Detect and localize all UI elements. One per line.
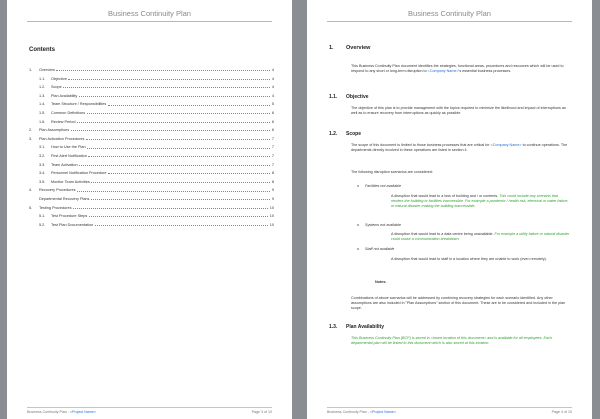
toc-entry-label: Team Activation bbox=[51, 162, 78, 167]
toc-entry-label: First Alert Notification bbox=[51, 153, 87, 158]
overview-text: This Business Continuity Plan document identifies the strategies, functional areas, procedures and resources which will be used to respond to any short or long-term disruption to bbox=[351, 64, 564, 73]
toc-leader-dots bbox=[91, 199, 270, 200]
page-toc bbox=[7, 0, 292, 419]
toc-entry-label: Objective bbox=[51, 76, 67, 81]
scope-text: The scope of this document is limited to those business processes that are critical for bbox=[351, 143, 490, 147]
toc-leader-dots bbox=[89, 216, 268, 217]
toc-entry-page: 5 bbox=[271, 102, 274, 107]
toc-entry-label: Departmental Recovery Plans bbox=[39, 196, 90, 201]
footer-project-placeholder: <Project Name> bbox=[369, 410, 396, 414]
toc-entry-page: 4 bbox=[271, 68, 274, 72]
toc-entry-page: 7 bbox=[271, 153, 274, 158]
scenario-2-title bbox=[357, 223, 401, 227]
scenario-1-description bbox=[391, 194, 570, 209]
toc-entry-page: 6 bbox=[271, 128, 274, 133]
toc-entry[interactable] bbox=[29, 85, 274, 89]
toc-leader-dots bbox=[88, 156, 270, 157]
toc-leader-dots bbox=[68, 79, 270, 80]
toc-entry-number: 3.1. bbox=[39, 145, 46, 150]
notes-label: Notes: bbox=[375, 280, 387, 284]
toc-entry-number: 1.6. bbox=[39, 119, 46, 124]
scenario-title-text: Staff not available bbox=[365, 247, 395, 251]
toc-entry-label: Common Definitions bbox=[51, 110, 86, 115]
scenario-desc-text: A disruption that would lead to a data centre being unavailable. bbox=[391, 232, 494, 236]
toc-leader-dots bbox=[86, 139, 270, 140]
heading-number: 1. bbox=[329, 45, 334, 51]
toc-entry-page: 4 bbox=[271, 85, 274, 90]
toc-entry[interactable] bbox=[29, 188, 274, 192]
toc-leader-dots bbox=[77, 191, 270, 192]
toc-leader-dots bbox=[56, 70, 270, 71]
scope-text-end: to continue operations. The departments directly involved in these operations are listed in section 4. bbox=[351, 143, 568, 152]
toc-entry[interactable] bbox=[29, 180, 274, 184]
toc-entry-label: Testing Procedures bbox=[39, 205, 72, 210]
toc-entry-label: Review Period bbox=[51, 119, 76, 124]
page-overview bbox=[307, 0, 592, 419]
heading-number: 1.1. bbox=[329, 94, 338, 100]
toc-entry-label: How to Use the Plan bbox=[51, 145, 86, 150]
toc-title: Contents bbox=[29, 47, 55, 53]
toc-entry[interactable] bbox=[29, 102, 274, 106]
toc-entry[interactable] bbox=[29, 77, 274, 81]
toc-entry-number: 2. bbox=[29, 128, 33, 133]
toc-entry-page: 10 bbox=[269, 205, 274, 210]
toc-leader-dots bbox=[63, 87, 270, 88]
toc-leader-dots bbox=[71, 130, 271, 131]
heading-text: Overview bbox=[346, 45, 371, 51]
toc-entry-number: 3. bbox=[29, 136, 33, 141]
toc-entry-number: 3.5. bbox=[39, 179, 46, 184]
toc-entry[interactable] bbox=[29, 214, 274, 218]
page-footer bbox=[27, 407, 272, 414]
table-of-contents bbox=[29, 68, 274, 231]
toc-leader-dots bbox=[108, 173, 270, 174]
heading-number: 1.3. bbox=[329, 324, 338, 330]
heading-text: Scope bbox=[346, 131, 362, 137]
scenario-2-description bbox=[391, 232, 570, 242]
toc-entry-label: Plan Assumptions bbox=[39, 128, 70, 133]
page-header-title: Business Continuity Plan bbox=[27, 9, 272, 22]
toc-leader-dots bbox=[87, 113, 271, 114]
page-header-title: Business Continuity Plan bbox=[327, 9, 572, 22]
heading-text: Plan Availability bbox=[346, 324, 384, 330]
overview-paragraph bbox=[351, 64, 570, 74]
toc-entry-page: 8 bbox=[271, 179, 274, 184]
toc-entry-number: 1. bbox=[29, 68, 33, 72]
toc-entry-label: Team Structure / Responsibilities bbox=[51, 102, 107, 107]
toc-entry[interactable] bbox=[29, 68, 274, 72]
toc-leader-dots bbox=[95, 225, 269, 226]
toc-entry-page: 10 bbox=[269, 222, 274, 227]
toc-entry[interactable] bbox=[29, 163, 274, 167]
toc-entry-label: Scope bbox=[51, 85, 62, 90]
toc-entry-label: Plan Activation Procedures bbox=[39, 136, 85, 141]
scenario-title-text: Systems not available bbox=[365, 223, 401, 227]
toc-entry-number: 1.3. bbox=[39, 93, 46, 98]
heading-text: Objective bbox=[346, 94, 369, 100]
toc-entry-page: 9 bbox=[271, 188, 274, 193]
heading-objective bbox=[329, 94, 369, 100]
toc-entry[interactable] bbox=[29, 94, 274, 98]
toc-leader-dots bbox=[79, 165, 270, 166]
bullet-icon: o bbox=[357, 184, 360, 188]
scenario-example-text: For example a utility failure or natural disaster could cause a communication breakdown. bbox=[391, 232, 570, 241]
toc-entry-number: 1.4. bbox=[39, 102, 46, 107]
heading-overview bbox=[329, 45, 370, 51]
toc-entry[interactable] bbox=[29, 120, 274, 124]
toc-entry-page: 7 bbox=[271, 145, 274, 150]
scope-paragraph bbox=[351, 143, 570, 153]
toc-entry-label: Test Plan Documentation bbox=[51, 222, 94, 227]
scenario-example-text: This could include any scenario that renders the building or facilities inaccessible. For example a pandemic / health risk, electrical or water failure, or natural disaster making the building inaccessible. bbox=[391, 194, 569, 208]
page-footer bbox=[327, 407, 572, 414]
toc-entry[interactable] bbox=[29, 137, 274, 141]
toc-leader-dots bbox=[108, 105, 271, 106]
toc-leader-dots bbox=[91, 182, 270, 183]
toc-entry-number: 3.2. bbox=[39, 153, 46, 158]
toc-leader-dots bbox=[73, 208, 268, 209]
toc-entry[interactable] bbox=[29, 128, 274, 132]
footer-left bbox=[327, 410, 396, 414]
toc-entry-label: Overview bbox=[39, 68, 55, 72]
toc-entry-number: 3.3. bbox=[39, 162, 46, 167]
company-placeholder: <Company Name> bbox=[490, 143, 522, 147]
footer-doc-name: Business Continuity Plan - bbox=[27, 410, 69, 414]
notes-paragraph: Combinations of above scenarios will be addressed by combining recovery strategies for each scenario identified. Any other assumptions are also included in "Plan Assumptions" section of this document. These are to be considered and included in the plan scope. bbox=[351, 296, 566, 310]
scenarios-intro: The following disruption scenarios are considered: bbox=[351, 170, 433, 174]
scenario-1-title bbox=[357, 184, 401, 188]
company-placeholder: <Company Name> bbox=[427, 69, 459, 73]
toc-entry[interactable] bbox=[29, 111, 274, 115]
toc-entry-number: 5.1. bbox=[39, 214, 46, 219]
scenario-desc-text: A disruption that would lead to a loss of building and / or contents. bbox=[391, 194, 499, 198]
footer-doc-name: Business Continuity Plan - bbox=[327, 410, 369, 414]
toc-entry-number: 4. bbox=[29, 188, 33, 193]
bullet-icon: o bbox=[357, 247, 360, 251]
toc-leader-dots bbox=[79, 96, 271, 97]
toc-entry-page: 4 bbox=[271, 93, 274, 98]
toc-leader-dots bbox=[87, 148, 270, 149]
bullet-icon: o bbox=[357, 223, 360, 227]
plan-availability-paragraph: This Business Continuity Plan (BCP) is stored in <Insert location of this document> and is available for all employees. Each departmental plan will be linked to this document which is also stored at this location. bbox=[351, 336, 552, 345]
scenario-3-description: A disruption that would lead to staff in a location where they are unable to work (even remotely). bbox=[391, 257, 547, 261]
toc-entry-page: 7 bbox=[271, 136, 274, 141]
objective-paragraph: The objective of this plan is to provide management with the topics required to minimize the likelihood and impact of interruptions as well as to ensure recovery from interruptions as quickly as possible. bbox=[351, 106, 566, 115]
overview-text-end: 's essential business processes. bbox=[458, 69, 512, 73]
toc-entry-label: Personnel Notification Procedure bbox=[51, 171, 107, 176]
toc-entry[interactable] bbox=[29, 223, 274, 227]
toc-entry-label: Monitor Team Activities bbox=[51, 179, 90, 184]
toc-entry-label: Plan Availability bbox=[51, 93, 78, 98]
toc-entry-number: 5. bbox=[29, 205, 33, 210]
toc-entry-page: 6 bbox=[271, 119, 274, 124]
toc-entry-page: 4 bbox=[271, 76, 274, 81]
toc-entry[interactable] bbox=[29, 197, 274, 201]
toc-entry-label: Test Procedure Steps bbox=[51, 214, 88, 219]
footer-page-number: Page 3 of 10 bbox=[251, 410, 272, 414]
toc-entry[interactable] bbox=[29, 206, 274, 210]
toc-entry-page: 8 bbox=[271, 171, 274, 176]
toc-entry-page: 6 bbox=[271, 110, 274, 115]
toc-entry-number: 1.2. bbox=[39, 85, 46, 90]
scenario-title-text: Facilities not available bbox=[365, 184, 402, 188]
toc-entry[interactable] bbox=[29, 154, 274, 158]
toc-entry-number: 3.4. bbox=[39, 171, 46, 176]
toc-entry-label: Recovery Procedures bbox=[39, 188, 76, 193]
footer-project-placeholder: <Project Name> bbox=[69, 410, 96, 414]
toc-entry-page: 9 bbox=[271, 196, 274, 201]
heading-plan-availability bbox=[329, 324, 384, 330]
toc-entry-page: 7 bbox=[271, 162, 274, 167]
toc-entry-number: 1.5. bbox=[39, 110, 46, 115]
toc-entry-page: 10 bbox=[269, 214, 274, 219]
scenario-3-title bbox=[357, 247, 394, 251]
footer-page-number: Page 4 of 10 bbox=[551, 410, 572, 414]
toc-entry-number: 1.1. bbox=[39, 76, 46, 81]
heading-number: 1.2. bbox=[329, 131, 338, 137]
heading-scope bbox=[329, 131, 361, 137]
toc-entry[interactable] bbox=[29, 145, 274, 149]
toc-entry[interactable] bbox=[29, 171, 274, 175]
toc-leader-dots bbox=[77, 122, 270, 123]
toc-entry-number: 5.2. bbox=[39, 222, 46, 227]
footer-left bbox=[27, 410, 96, 414]
